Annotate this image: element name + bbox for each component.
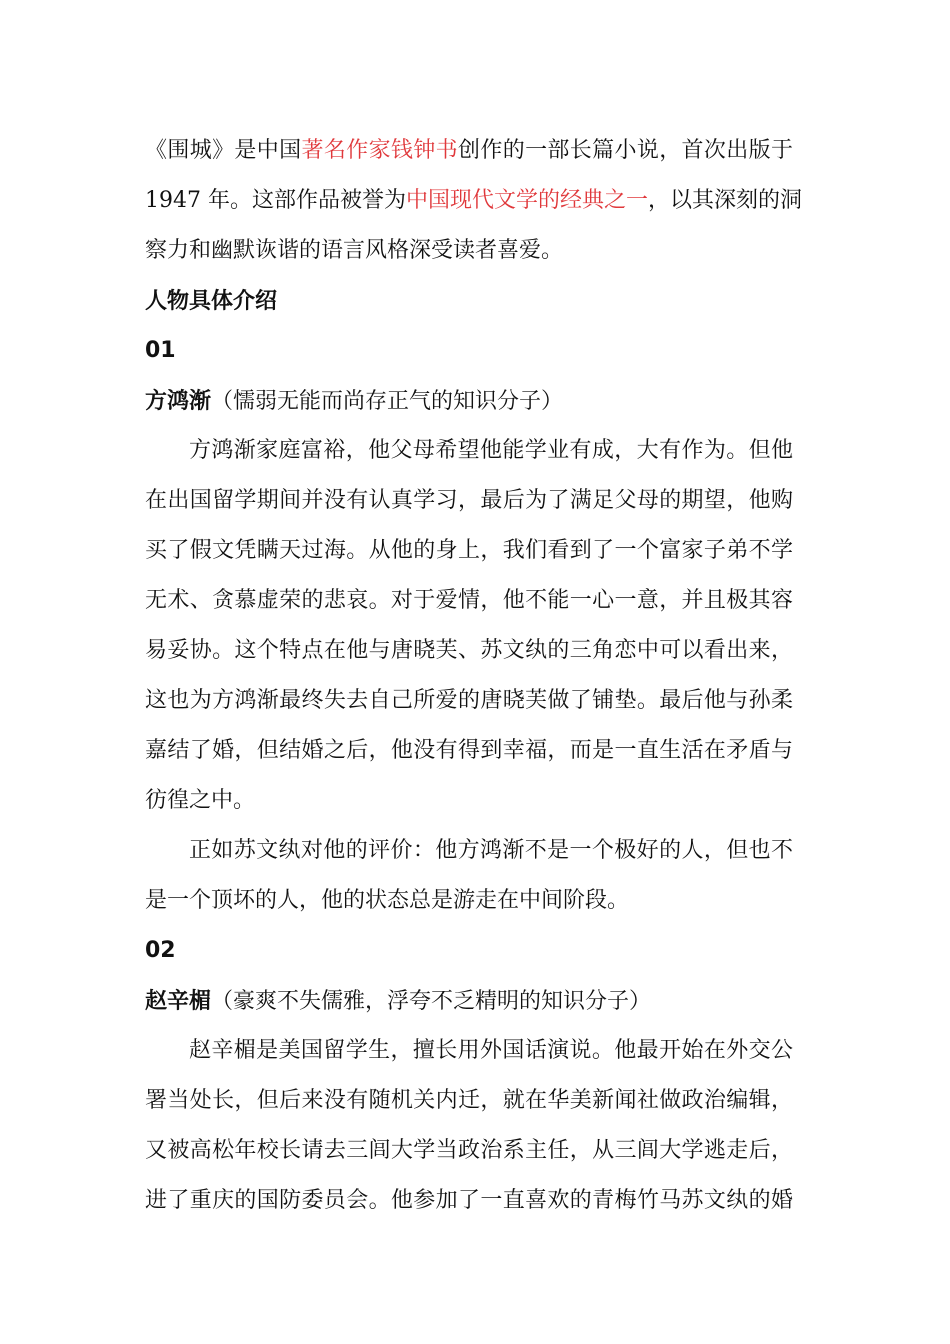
paragraph-line: 彷徨之中。 [145,788,256,813]
paragraph-line: 赵辛楣是美国留学生，擅长用外国话演说。他最开始在外交公 [189,1038,793,1063]
paragraph-line: 进了重庆的国防委员会。他参加了一直喜欢的青梅竹马苏文纨的婚 [145,1188,793,1213]
character-subtitle: （懦弱无能而尚存正气的知识分子） [211,389,564,414]
intro-line-2 [145,186,803,216]
paragraph-line: 是一个顶坏的人，他的状态总是游走在中间阶段。 [145,888,630,913]
intro-text: 创作的一部长篇小说，首次出版于 [458,138,793,163]
paragraph-line: 无术、贪慕虚荣的悲哀。对于爱情，他不能一心一意，并且极其容 [145,588,793,613]
character-heading [145,386,563,416]
paragraph-line: 这也为方鸿渐最终失去自己所爱的唐晓芙做了铺垫。最后他与孙柔 [145,688,793,713]
paragraph-line: 嘉结了婚，但结婚之后，他没有得到幸福，而是一直生活在矛盾与 [145,738,793,763]
section-heading: 人物具体介绍 [145,288,278,314]
intro-text: 《围城》是中国 [145,138,302,163]
paragraph-line: 正如苏文纨对他的评价：他方鸿渐不是一个极好的人，但也不 [189,838,793,863]
intro-line-1 [145,136,793,166]
highlight-classic: 中国现代文学的经典之一 [405,188,648,213]
paragraph-line: 署当处长，但后来没有随机关内迁，就在华美新闻社做政治编辑， [145,1088,793,1113]
intro-text: 1947 年。这部作品被誉为 [145,188,406,213]
character-name: 方鸿渐 [145,388,212,414]
paragraph-line: 方鸿渐家庭富裕，他父母希望他能学业有成，大有作为。但他 [189,438,793,463]
character-heading [145,986,651,1016]
intro-text: ，以其深刻的洞 [648,188,803,213]
paragraph-line: 又被高松年校长请去三闾大学当政治系主任，从三闾大学逃走后， [145,1138,793,1163]
character-number: 02 [145,938,176,963]
highlight-author: 著名作家钱钟书 [301,138,458,163]
character-number: 01 [145,338,176,363]
character-subtitle: （豪爽不失儒雅，浮夸不乏精明的知识分子） [211,989,652,1014]
paragraph-line: 买了假文凭瞒天过海。从他的身上，我们看到了一个富家子弟不学 [145,538,793,563]
intro-line-3: 察力和幽默诙谐的语言风格深受读者喜爱。 [145,238,564,263]
character-name: 赵辛楣 [145,988,212,1014]
paragraph-line: 在出国留学期间并没有认真学习，最后为了满足父母的期望，他购 [145,488,793,513]
paragraph-line: 易妥协。这个特点在他与唐晓芙、苏文纨的三角恋中可以看出来， [145,638,793,663]
